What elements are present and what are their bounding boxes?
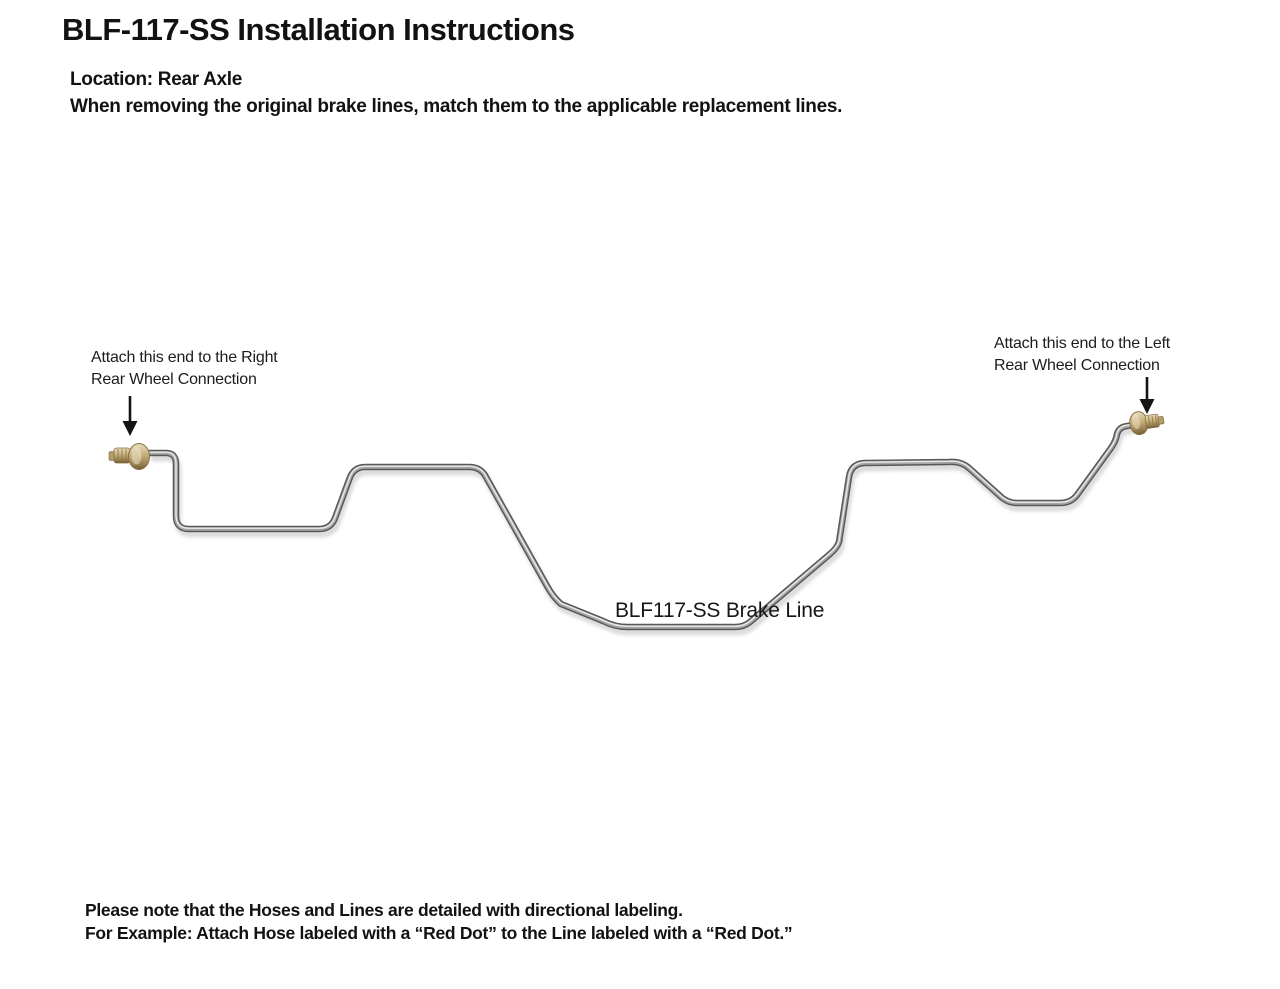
- callout-line: Rear Wheel Connection: [91, 371, 257, 388]
- right-down-arrow-icon: [1140, 377, 1155, 414]
- callout-line: Attach this end to the Left: [994, 335, 1171, 352]
- page-title: BLF-117-SS Installation Instructions: [62, 12, 575, 47]
- instruction-line: When removing the original brake lines, match them to the applicable replacement lines.: [70, 96, 843, 117]
- tube-highlight: [149, 424, 1133, 626]
- tube-base: [149, 425, 1133, 627]
- callout-left-rear-wheel: [994, 333, 1170, 377]
- footer-note-line: For Example: Attach Hose labeled with a “Red Dot” to the Line labeled with a “Red Dot.”: [85, 923, 793, 943]
- left-down-arrow-icon: [123, 396, 138, 436]
- location-line: Location: Rear Axle: [70, 69, 243, 90]
- callout-line: Attach this end to the Right: [91, 349, 278, 366]
- callout-right-rear-wheel: [91, 347, 278, 391]
- footer-note-line: Please note that the Hoses and Lines are detailed with directional labeling.: [85, 900, 683, 920]
- footer-note: [85, 899, 792, 945]
- part-label: BLF117-SS Brake Line: [615, 599, 825, 622]
- callout-line: Rear Wheel Connection: [994, 357, 1160, 374]
- left-fitting: [109, 444, 150, 470]
